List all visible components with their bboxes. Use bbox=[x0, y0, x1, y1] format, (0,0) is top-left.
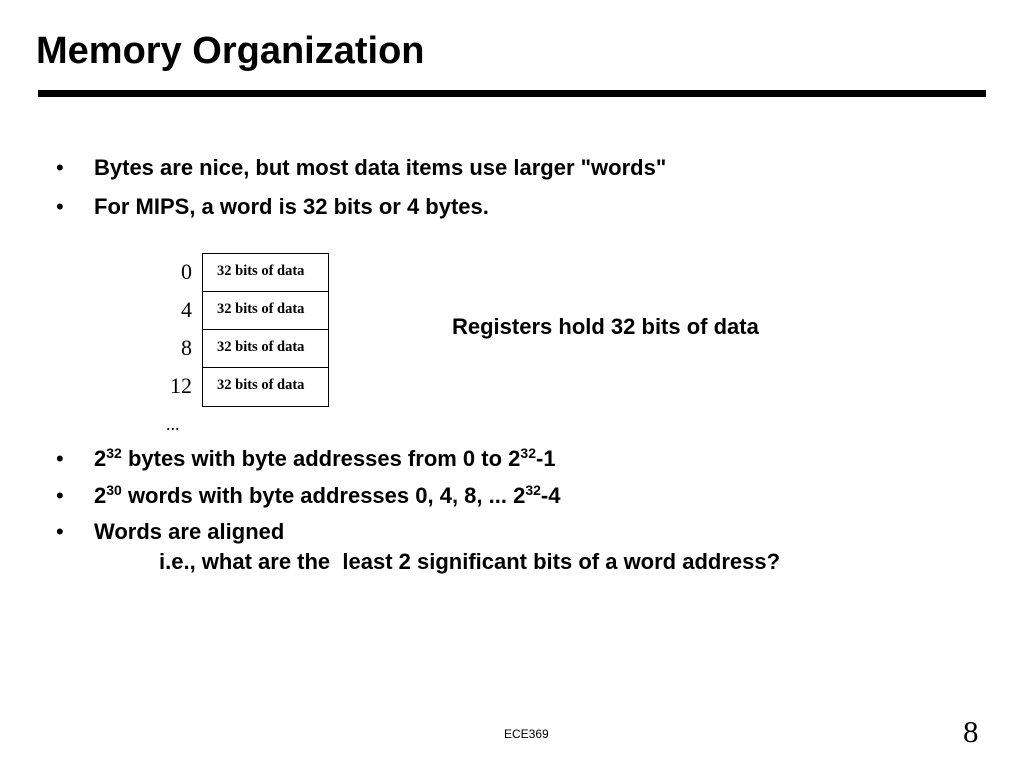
bullet-mips-word bbox=[56, 194, 489, 220]
power-exponent: 30 bbox=[106, 482, 122, 498]
title-underline bbox=[38, 90, 986, 97]
memory-word-cell: 32 bits of data bbox=[217, 377, 305, 393]
register-note: Registers hold 32 bits of data bbox=[452, 314, 759, 339]
page-number: 8 bbox=[963, 714, 979, 749]
power-base: 2 bbox=[94, 483, 107, 508]
bullet-dot: • bbox=[56, 519, 64, 544]
address-label: 0 bbox=[181, 259, 192, 284]
memory-word-cell: 32 bits of data bbox=[203, 292, 328, 330]
bullet-text: For MIPS, a word is 32 bits or 4 bytes. bbox=[94, 194, 489, 219]
memory-continuation-ellipsis: ... bbox=[166, 414, 180, 434]
bullet-dot: • bbox=[56, 194, 64, 219]
bullet-byte-addresses bbox=[56, 446, 556, 472]
bullet-suffix: -1 bbox=[536, 446, 556, 471]
address-label: 4 bbox=[181, 297, 192, 322]
bullet-words-aligned bbox=[56, 519, 284, 545]
bullet-bytes-words bbox=[56, 155, 666, 181]
bullet-text: words with byte addresses 0, 4, 8, ... bbox=[121, 483, 514, 508]
slide-title: Memory Organization bbox=[36, 30, 425, 72]
alignment-question: i.e., what are the least 2 significant bits of a word address? bbox=[159, 549, 781, 574]
bullet-dot: • bbox=[56, 446, 64, 471]
power-base: 2 bbox=[94, 446, 107, 471]
address-label: 8 bbox=[181, 335, 192, 360]
power-base: 2 bbox=[508, 446, 521, 471]
bullet-suffix: -4 bbox=[540, 483, 561, 508]
bullet-text: Bytes are nice, but most data items use larger "words" bbox=[94, 155, 667, 180]
bullet-text: bytes with byte addresses from 0 to bbox=[121, 446, 509, 471]
power-exponent: 32 bbox=[525, 482, 541, 498]
memory-word-table bbox=[202, 253, 329, 407]
bullet-text: Words are aligned bbox=[94, 519, 285, 544]
bullet-word-addresses bbox=[56, 483, 560, 509]
power-exponent: 32 bbox=[106, 445, 122, 461]
memory-word-cell: 32 bits of data bbox=[203, 254, 328, 292]
footer-course-code: ECE369 bbox=[504, 727, 549, 741]
bullet-dot: • bbox=[56, 155, 64, 180]
address-label: 12 bbox=[170, 373, 192, 398]
power-base: 2 bbox=[513, 483, 526, 508]
bullet-dot: • bbox=[56, 483, 64, 508]
power-exponent: 32 bbox=[520, 445, 536, 461]
memory-word-cell: 32 bits of data bbox=[203, 330, 328, 368]
